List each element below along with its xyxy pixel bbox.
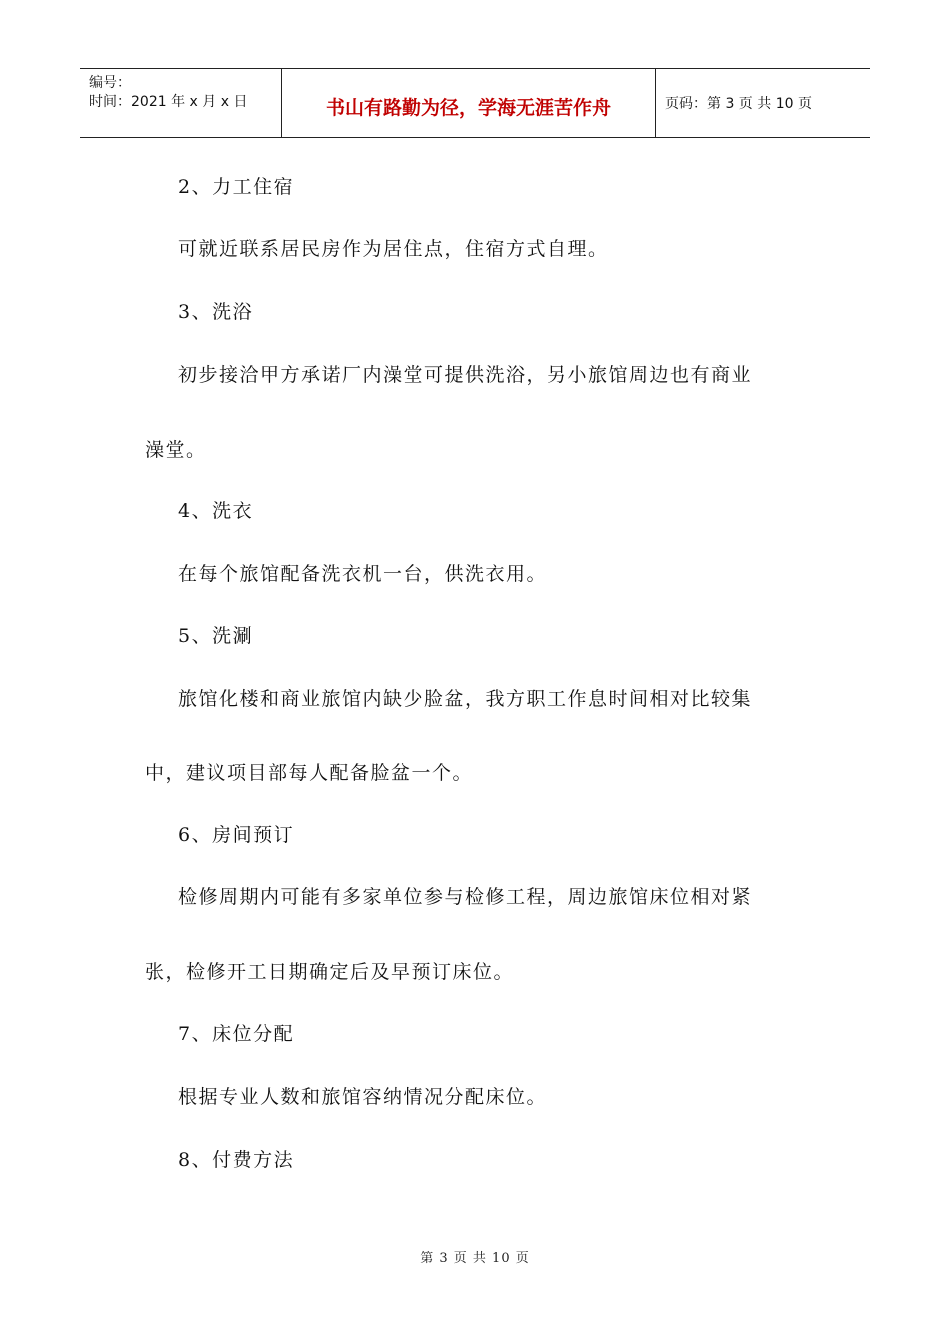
- section-heading: 5、洗涮: [178, 625, 254, 647]
- page-header: [80, 68, 870, 138]
- paragraph-line: 张，检修开工日期确定后及早预订床位。: [145, 961, 515, 983]
- date-label: 时间：2021 年 x 月 x 日: [89, 94, 248, 110]
- page-footer: 第 3 页 共 10 页: [420, 1251, 530, 1266]
- paragraph-line: 中，建议项目部每人配备脸盆一个。: [145, 762, 474, 784]
- paragraph-line: 检修周期内可能有多家单位参与检修工程，周边旅馆床位相对紧: [178, 886, 753, 908]
- header-middle-cell: [281, 69, 656, 137]
- section-heading: 7、床位分配: [178, 1023, 295, 1045]
- section-heading: 3、洗浴: [178, 301, 254, 323]
- page-code-label: 页码：第 3 页 共 10 页: [665, 96, 812, 112]
- paragraph-line: 旅馆化楼和商业旅馆内缺少脸盆，我方职工作息时间相对比较集: [178, 688, 753, 710]
- motto-text: 书山有路勤为径，学海无涯苦作舟: [325, 97, 611, 119]
- paragraph-line: 澡堂。: [145, 439, 207, 461]
- section-heading: 2、力工住宿: [178, 176, 295, 198]
- paragraph-line: 初步接洽甲方承诺厂内澡堂可提供洗浴，另小旅馆周边也有商业: [178, 364, 753, 386]
- paragraph-line: 可就近联系居民房作为居住点，住宿方式自理。: [178, 238, 609, 260]
- section-heading: 6、房间预订: [178, 824, 295, 846]
- section-heading: 4、洗衣: [178, 500, 254, 522]
- paragraph-line: 在每个旅馆配备洗衣机一台，供洗衣用。: [178, 563, 548, 585]
- header-right-cell: [655, 69, 870, 137]
- section-heading: 8、付费方法: [178, 1149, 295, 1171]
- header-left-cell: [80, 69, 281, 137]
- paragraph-line: 根据专业人数和旅馆容纳情况分配床位。: [178, 1086, 548, 1108]
- serial-number-label: 编号：: [89, 75, 131, 91]
